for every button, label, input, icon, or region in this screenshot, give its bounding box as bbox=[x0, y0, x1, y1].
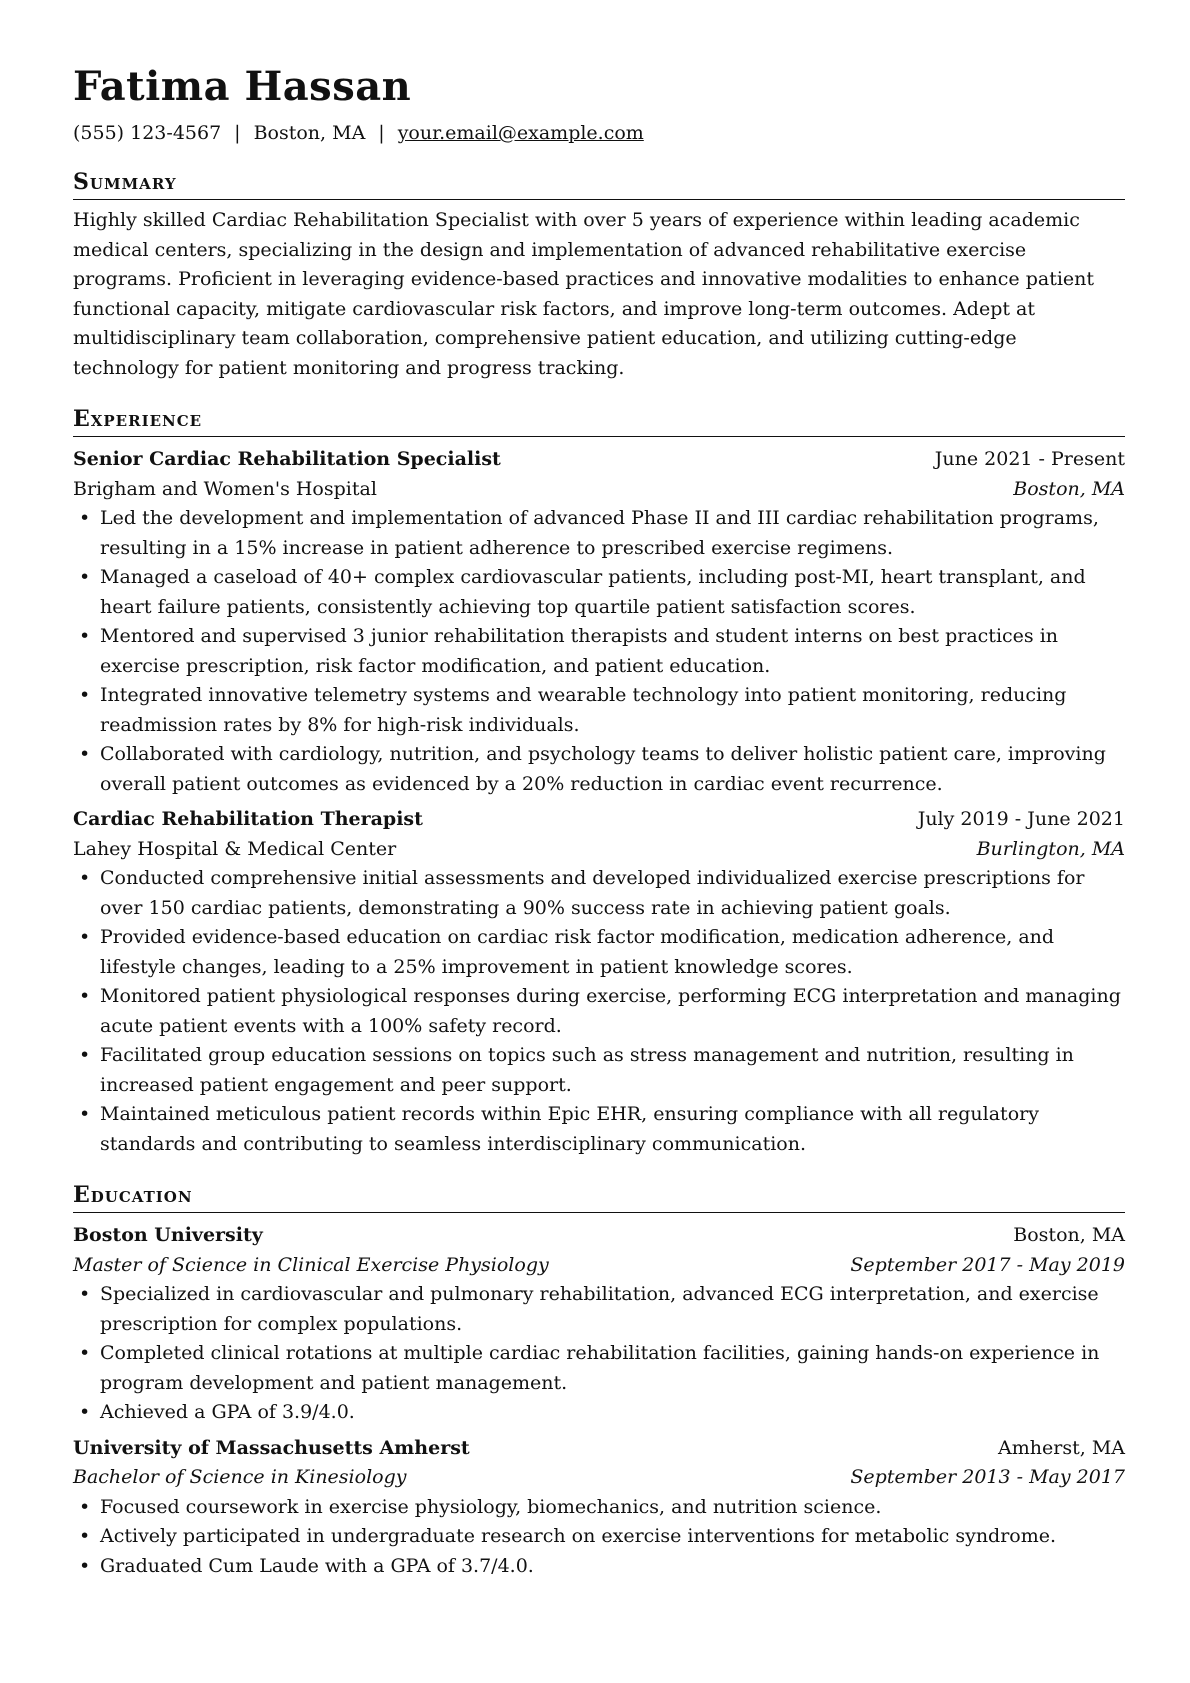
bullet-icon: • bbox=[79, 625, 91, 647]
section-divider bbox=[73, 436, 1125, 437]
bullet-icon: • bbox=[79, 1103, 91, 1125]
list-item: • Achieved a GPA of 3.9/4.0. bbox=[73, 1398, 1125, 1428]
summary-section bbox=[73, 168, 1125, 383]
bullet-icon: • bbox=[79, 926, 91, 948]
education-dates: September 2017 - May 2019 bbox=[850, 1253, 1125, 1276]
bullet-icon: • bbox=[79, 507, 91, 529]
section-title-education: Education bbox=[73, 1182, 193, 1208]
bullet-list bbox=[73, 1493, 1125, 1582]
job-dates: July 2019 - June 2021 bbox=[917, 808, 1125, 830]
location: Boston, MA bbox=[253, 122, 366, 144]
bullet-icon: • bbox=[79, 867, 91, 889]
phone-number: (555) 123-4567 bbox=[73, 122, 222, 144]
contact-separator: | bbox=[234, 122, 241, 144]
list-item: • Maintained meticulous patient records within Epic EHR, ensuring compliance with all regulatory standards and contributing to seamless interdisciplinary communication. bbox=[73, 1100, 1125, 1159]
candidate-name: Fatima Hassan bbox=[73, 63, 412, 110]
email-link[interactable]: your.email@example.com bbox=[397, 122, 644, 144]
bullet-list bbox=[73, 1280, 1125, 1428]
list-item: • Graduated Cum Laude with a GPA of 3.7/4.0. bbox=[73, 1552, 1125, 1582]
bullet-icon: • bbox=[79, 1342, 91, 1364]
experience-entry bbox=[73, 805, 1125, 1159]
job-dates: June 2021 - Present bbox=[934, 448, 1125, 470]
experience-section bbox=[73, 405, 1125, 1159]
bullet-icon: • bbox=[79, 985, 91, 1007]
list-item: • Focused coursework in exercise physiology, biomechanics, and nutrition science. bbox=[73, 1493, 1125, 1523]
list-item: • Integrated innovative telemetry systems and wearable technology into patient monitoring, reducing readmission rates by 8% for high-risk individuals. bbox=[73, 681, 1125, 740]
contact-separator: | bbox=[378, 122, 385, 144]
experience-entry bbox=[73, 445, 1125, 799]
education-entry bbox=[73, 1434, 1125, 1582]
bullet-icon: • bbox=[79, 1283, 91, 1305]
job-title: Cardiac Rehabilitation Therapist bbox=[73, 808, 423, 830]
list-item: • Facilitated group education sessions on topics such as stress management and nutrition, resulting in increased patient engagement and peer support. bbox=[73, 1041, 1125, 1100]
school-name: Boston University bbox=[73, 1224, 263, 1246]
list-item: • Completed clinical rotations at multiple cardiac rehabilitation facilities, gaining hands-on experience in program development and patient management. bbox=[73, 1339, 1125, 1398]
bullet-icon: • bbox=[79, 684, 91, 706]
bullet-icon: • bbox=[79, 1044, 91, 1066]
employer: Lahey Hospital & Medical Center bbox=[73, 837, 397, 860]
section-divider bbox=[73, 1212, 1125, 1213]
section-title-experience: Experience bbox=[73, 406, 203, 432]
job-location: Burlington, MA bbox=[976, 837, 1125, 860]
degree: Master of Science in Clinical Exercise Physiology bbox=[73, 1253, 549, 1276]
school-location: Amherst, MA bbox=[998, 1436, 1125, 1459]
employer: Brigham and Women's Hospital bbox=[73, 477, 377, 500]
contact-line bbox=[73, 120, 1125, 146]
job-location: Boston, MA bbox=[1013, 477, 1125, 500]
section-title-summary: Summary bbox=[73, 169, 177, 195]
education-dates: September 2013 - May 2017 bbox=[850, 1466, 1125, 1488]
list-item: • Specialized in cardiovascular and pulmonary rehabilitation, advanced ECG interpretation, and exercise prescription for complex populations. bbox=[73, 1280, 1125, 1339]
resume-page bbox=[73, 58, 1125, 1581]
education-entry bbox=[73, 1221, 1125, 1428]
bullet-list bbox=[73, 864, 1125, 1159]
bullet-icon: • bbox=[79, 1554, 91, 1577]
bullet-list bbox=[73, 504, 1125, 799]
list-item: • Actively participated in undergraduate research on exercise interventions for metabolic syndrome. bbox=[73, 1522, 1125, 1552]
school-name: University of Massachusetts Amherst bbox=[73, 1436, 470, 1459]
job-title: Senior Cardiac Rehabilitation Specialist bbox=[73, 448, 501, 470]
bullet-icon: • bbox=[79, 743, 91, 765]
school-location: Boston, MA bbox=[1013, 1224, 1125, 1246]
bullet-icon: • bbox=[79, 1525, 91, 1547]
education-section bbox=[73, 1181, 1125, 1581]
list-item: • Conducted comprehensive initial assessments and developed individualized exercise prescriptions for over 150 cardiac patients, demonstrating a 90% success rate in achieving patient goals. bbox=[73, 864, 1125, 923]
bullet-icon: • bbox=[79, 1401, 91, 1423]
list-item: • Provided evidence-based education on cardiac risk factor modification, medication adherence, and lifestyle changes, leading to a 25% improvement in patient knowledge scores. bbox=[73, 923, 1125, 982]
section-divider bbox=[73, 199, 1125, 200]
list-item: • Monitored patient physiological responses during exercise, performing ECG interpretation and managing acute patient events with a 100% safety record. bbox=[73, 982, 1125, 1041]
summary-text: Highly skilled Cardiac Rehabilitation Specialist with over 5 years of experience within leading academic medical centers, specializing in the design and implementation of advanced rehabilitative exercise programs. Proficient in leveraging evidence-based practices and innovative modalities to enhance patient functional capacity, mitigate cardiovascular risk factors, and improve long-term outcomes. Adept at multidisciplinary team collaboration, comprehensive patient education, and utilizing cutting-edge technology for patient monitoring and progress tracking. bbox=[73, 209, 1095, 379]
bullet-icon: • bbox=[79, 566, 91, 588]
list-item: • Collaborated with cardiology, nutrition, and psychology teams to deliver holistic patient care, improving overall patient outcomes as evidenced by a 20% reduction in cardiac event recurrence. bbox=[73, 740, 1125, 799]
list-item: • Mentored and supervised 3 junior rehabilitation therapists and student interns on best practices in exercise prescription, risk factor modification, and patient education. bbox=[73, 622, 1125, 681]
degree: Bachelor of Science in Kinesiology bbox=[73, 1466, 407, 1488]
list-item: • Led the development and implementation of advanced Phase II and III cardiac rehabilitation programs, resulting in a 15% increase in patient adherence to prescribed exercise regimens. bbox=[73, 504, 1125, 563]
list-item: • Managed a caseload of 40+ complex cardiovascular patients, including post-MI, heart transplant, and heart failure patients, consistently achieving top quartile patient satisfaction scores. bbox=[73, 563, 1125, 622]
bullet-icon: • bbox=[79, 1495, 91, 1518]
